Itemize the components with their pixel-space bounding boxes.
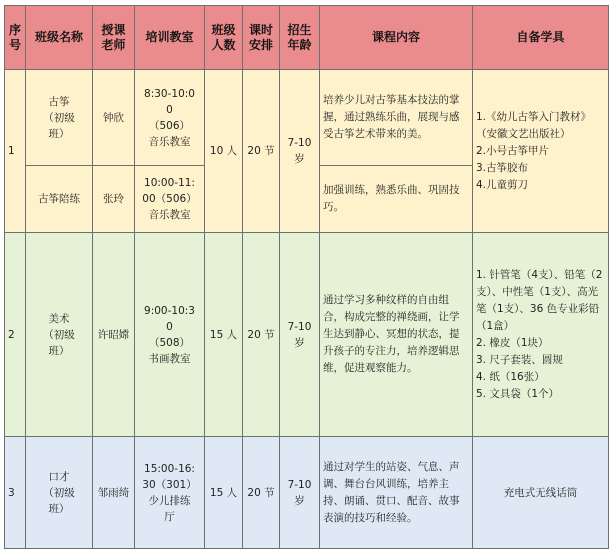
teacher-cell: 许昭嫦 bbox=[93, 233, 135, 437]
class-size-cell: 15 人 bbox=[205, 437, 243, 549]
age-cell: 7-10 岁 bbox=[280, 233, 320, 437]
header-age: 招生年龄 bbox=[280, 6, 320, 70]
row-index: 3 bbox=[5, 437, 26, 549]
header-content: 课程内容 bbox=[320, 6, 473, 70]
header-classroom: 培训教室 bbox=[135, 6, 205, 70]
age-cell: 7-10 岁 bbox=[280, 70, 320, 233]
table-row bbox=[5, 70, 609, 166]
row-index: 1 bbox=[5, 70, 26, 233]
course-schedule-table bbox=[4, 5, 609, 549]
content-cell: 培养少儿对古筝基本技法的掌握，通过熟练乐曲，展现与感受古筝艺术带来的美。 bbox=[320, 70, 473, 166]
header-class-name: 班级名称 bbox=[26, 6, 93, 70]
class-name-cell: 口才 （初级 班） bbox=[26, 437, 93, 549]
table-row bbox=[5, 437, 609, 549]
class-size-cell: 15 人 bbox=[205, 233, 243, 437]
content-cell: 通过学习多种纹样的自由组合，构成完整的禅绕画，让学生达到静心、冥想的状态，提升孩子的专注力，培养逻辑思维，促进观察能力。 bbox=[320, 233, 473, 437]
age-cell: 7-10 岁 bbox=[280, 437, 320, 549]
class-name-cell: 美术 （初级 班） bbox=[26, 233, 93, 437]
header-schedule: 课时安排 bbox=[243, 6, 280, 70]
supplies-cell: 1.《幼儿古筝入门教材》（安徽文艺出版社） 2.小号古筝甲片 3.古筝胶布 4.儿童剪刀 bbox=[473, 70, 609, 233]
classroom-cell: 15:00-16: 30（301） 少儿排练 厅 bbox=[135, 437, 205, 549]
teacher-cell: 钟欣 bbox=[93, 70, 135, 166]
classroom-cell: 10:00-11: 00（506） 音乐教室 bbox=[135, 166, 205, 233]
class-name-cell: 古筝陪练 bbox=[26, 166, 93, 233]
classroom-cell: 9:00-10:3 0 （508） 书画教室 bbox=[135, 233, 205, 437]
supplies-cell: 1. 针管笔（4支）、铅笔（2支）、中性笔（1支）、高光笔（1支）、36 色专业彩铅（1盒） 2. 橡皮（1块） 3. 尺子套装、圆规 4. 纸（16张） 5. 文具袋（1个） bbox=[473, 233, 609, 437]
table-row bbox=[5, 233, 609, 437]
schedule-cell: 20 节 bbox=[243, 233, 280, 437]
header-teacher: 授课老师 bbox=[93, 6, 135, 70]
schedule-cell: 20 节 bbox=[243, 437, 280, 549]
class-name-cell: 古筝 （初级 班） bbox=[26, 70, 93, 166]
header-supplies: 自备学具 bbox=[473, 6, 609, 70]
teacher-cell: 邹雨绮 bbox=[93, 437, 135, 549]
header-index: 序号 bbox=[5, 6, 26, 70]
class-size-cell: 10 人 bbox=[205, 70, 243, 233]
content-cell: 通过对学生的站姿、气息、声调、舞台台风训练，培养主持、朗诵、贯口、配音、故事表演的技巧和经验。 bbox=[320, 437, 473, 549]
supplies-cell: 充电式无线话筒 bbox=[473, 437, 609, 549]
schedule-cell: 20 节 bbox=[243, 70, 280, 233]
teacher-cell: 张玲 bbox=[93, 166, 135, 233]
classroom-cell: 8:30-10:0 0 （506） 音乐教室 bbox=[135, 70, 205, 166]
row-index: 2 bbox=[5, 233, 26, 437]
header-class-size: 班级人数 bbox=[205, 6, 243, 70]
header-row bbox=[5, 6, 609, 70]
content-cell: 加强训练，熟悉乐曲、巩固技巧。 bbox=[320, 166, 473, 233]
